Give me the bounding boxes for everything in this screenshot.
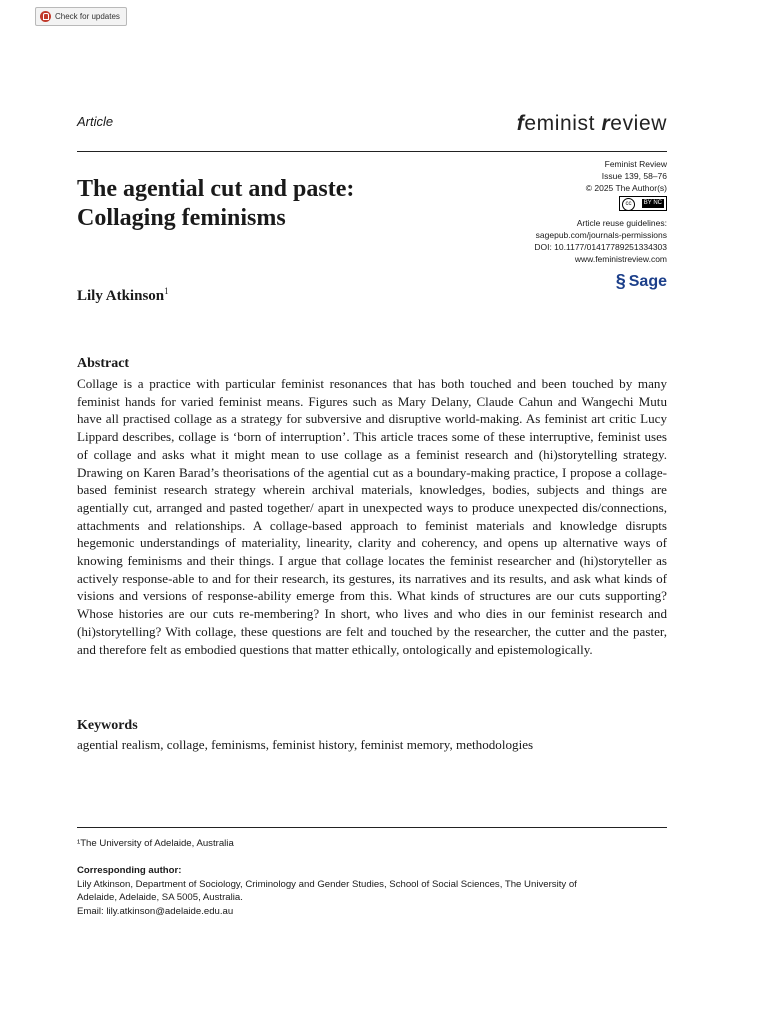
sage-s-icon: § bbox=[615, 271, 626, 291]
logo-part: eminist bbox=[524, 112, 602, 135]
logo-r: r bbox=[601, 112, 611, 135]
footnote-rule bbox=[77, 827, 667, 828]
header-rule bbox=[77, 151, 667, 152]
email-link[interactable]: Email: lily.atkinson@adelaide.edu.au bbox=[77, 905, 234, 917]
author-name bbox=[77, 286, 169, 305]
website-link[interactable]: www.feministreview.com bbox=[574, 254, 667, 265]
cc-license-icon[interactable] bbox=[619, 196, 667, 211]
corresponding-author-block bbox=[77, 864, 667, 918]
permissions-link[interactable]: sagepub.com/journals-permissions bbox=[535, 230, 667, 241]
reuse-label: Article reuse guidelines: bbox=[576, 217, 667, 228]
publisher-name: Sage bbox=[628, 272, 667, 290]
address-line-1: Lily Atkinson, Department of Sociology, Criminology and Gender Studies, School of Social Sciences, The University of bbox=[77, 878, 577, 890]
issue-info: Issue 139, 58–76 bbox=[601, 171, 667, 182]
author-name-text: Lily Atkinson bbox=[77, 288, 165, 304]
bookmark-icon bbox=[40, 11, 51, 22]
page-title: The agential cut and paste: Collaging feminisms bbox=[77, 176, 355, 231]
copyright: © 2025 The Author(s) bbox=[585, 183, 667, 194]
publication-meta bbox=[467, 158, 667, 266]
address-line-2: Adelaide, Adelaide, SA 5005, Australia. bbox=[77, 892, 243, 903]
corresponding-label: Corresponding author: bbox=[77, 865, 182, 876]
check-for-updates-badge[interactable] bbox=[35, 7, 127, 26]
publisher-logo bbox=[616, 271, 667, 292]
journal-logo bbox=[517, 112, 667, 136]
article-type-label: Article bbox=[77, 114, 114, 129]
logo-f: f bbox=[516, 112, 525, 135]
abstract-text: Collage is a practice with particular feminist resonances that has both touched and been touched by many feminist hands for varied feminist means. Figures such as Mary Delany, Claude Cahun and Wangechi Mutu have all practised collage as a strategy for subversive and disruptive world-making. As feminist art critic Lucy Lippard describes, collage is ‘born of interruption’. This article traces some of these interruptive, feminist uses of collage and asks what it might mean to use collage as a feminist research and (hi)storytelling strategy. Drawing on Karen Barad’s theorisations of the agential cut as a boundary-making practice, I propose a collage-based feminist research strategy wherein archival materials, knowledges, bodies, subjects and things are agentially cut, arranged and pasted together/ apart in unexpected ways to produce unexpected dis/connections, attachments and relationships. A collage-based approach to feminist materials and knowledge disrupts hegemonic understandings of materiality, linearity, clarity and coherency, and opens up alternative ways of knowing feminisms and their things. I argue that collage locates the feminist researcher and (hi)storyteller as actively response-able to and for their research, its gestures, its narratives and its results, and ask what kinds of visions and versions of response-ability emerge from this. What kinds of structures are our cuts supporting? Whose histories are our cuts re-membering? In short, who lives and who dies in our feminist research and (hi)storytelling? With collage, these questions are felt and touched by the researcher, the cutter and the paster, and therefore felt as embodied questions that matter ethically, ontologically and epistemologically. bbox=[77, 376, 667, 657]
abstract-heading: Abstract bbox=[77, 356, 130, 371]
affiliation-footnote: ¹The University of Adelaide, Australia bbox=[77, 838, 234, 849]
keywords-text: agential realism, collage, feminisms, feminist history, feminist memory, methodologies bbox=[77, 737, 534, 752]
keywords-heading: Keywords bbox=[77, 718, 138, 733]
doi-link[interactable]: DOI: 10.1177/01417789251334303 bbox=[534, 242, 667, 253]
journal-name: Feminist Review bbox=[604, 159, 667, 169]
check-for-updates-label: Check for updates bbox=[55, 12, 120, 21]
affiliation-mark: 1 bbox=[164, 286, 169, 296]
logo-part-end: eview bbox=[610, 112, 667, 135]
